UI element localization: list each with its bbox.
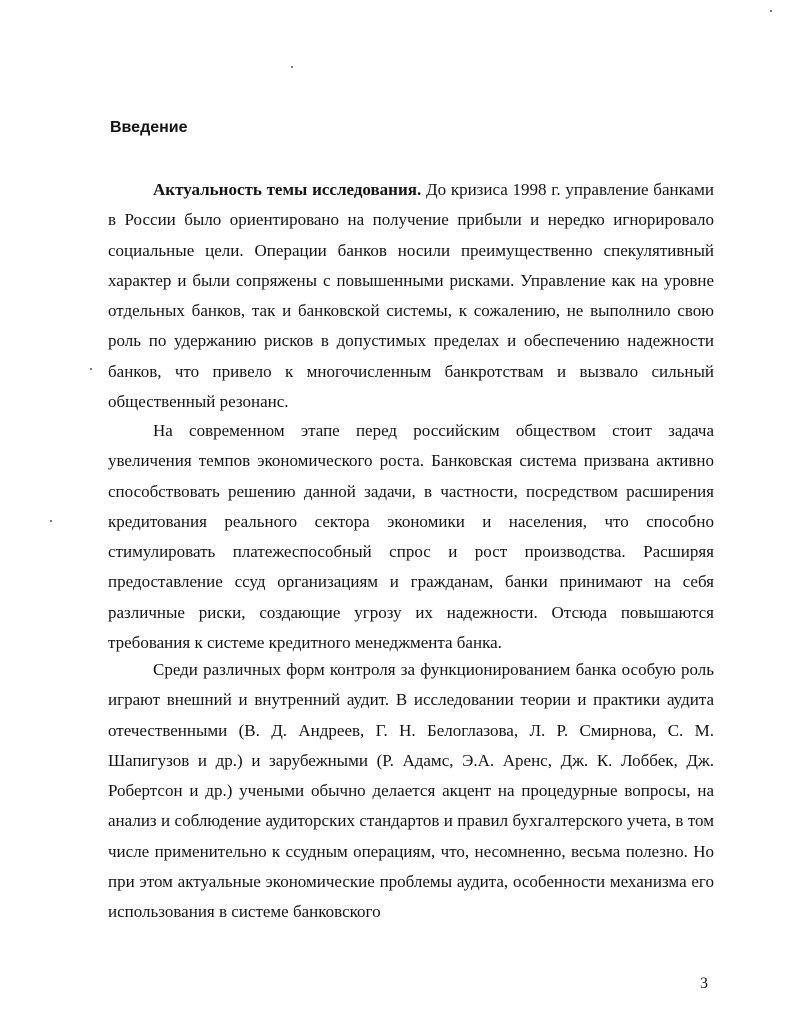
- paragraph-lead-text: Актуальность темы исследования.: [153, 180, 422, 199]
- paragraph-relevance: [108, 175, 714, 417]
- scan-speck: [50, 520, 52, 522]
- paragraph-body-text: До кризиса 1998 г. управление банками в России было ориентировано на получение прибыли и нередко игнорировало социальные цели. Операции банков носили преимущественно спекулятивный характер и были сопряжены с повышенными рисками. Управление как на уровне отдельных банков, так и банковской системы, к сожалению, не выполнило свою роль по удержанию рисков в допустимых пределах и обеспечению надежности банков, что привело к многочисленным банкротствам и вызвало сильный общественный резонанс.: [108, 180, 714, 412]
- scan-speck: [90, 368, 92, 370]
- paragraph-audit-forms: [108, 655, 714, 928]
- scan-speck: [291, 66, 293, 68]
- scan-speck: [770, 10, 772, 12]
- paragraph-body-text: Среди различных форм контроля за функционированием банка особую роль играют внешний и внутренний аудит. В исследовании теории и практики аудита отечественными (В. Д. Андреев, Г. Н. Белоглазова, Л. Р. Смирнова, С. М. Шапигузов и др.) и зарубежными (Р. Адамс, Э.А. Аренс, Дж. К. Лоббек, Дж. Робертсон и др.) учеными обычно делается акцент на процедурные вопросы, на анализ и соблюдение аудиторских стандартов и правил бухгалтерского учета, в том числе применительно к ссудным операциям, что, несомненно, весьма полезно. Но при этом актуальные экономические проблемы аудита, особенности механизма его использования в системе банковского: [108, 660, 714, 922]
- section-heading: Введение: [110, 119, 188, 136]
- page-number: 3: [700, 975, 708, 992]
- paragraph-body-text: На современном этапе перед российским обществом стоит задача увеличения темпов экономического роста. Банковская система призвана активно способствовать решению данной задачи, в частности, посредством расширения кредитования реального сектора экономики и населения, что способно стимулировать платежеспособный спрос и рост производства. Расширяя предоставление ссуд организациям и гражданам, банки принимают на себя различные риски, создающие угрозу их надежности. Отсюда повышаются требования к системе кредитного менеджмента банка.: [108, 421, 714, 653]
- paragraph-current-stage: [108, 416, 714, 658]
